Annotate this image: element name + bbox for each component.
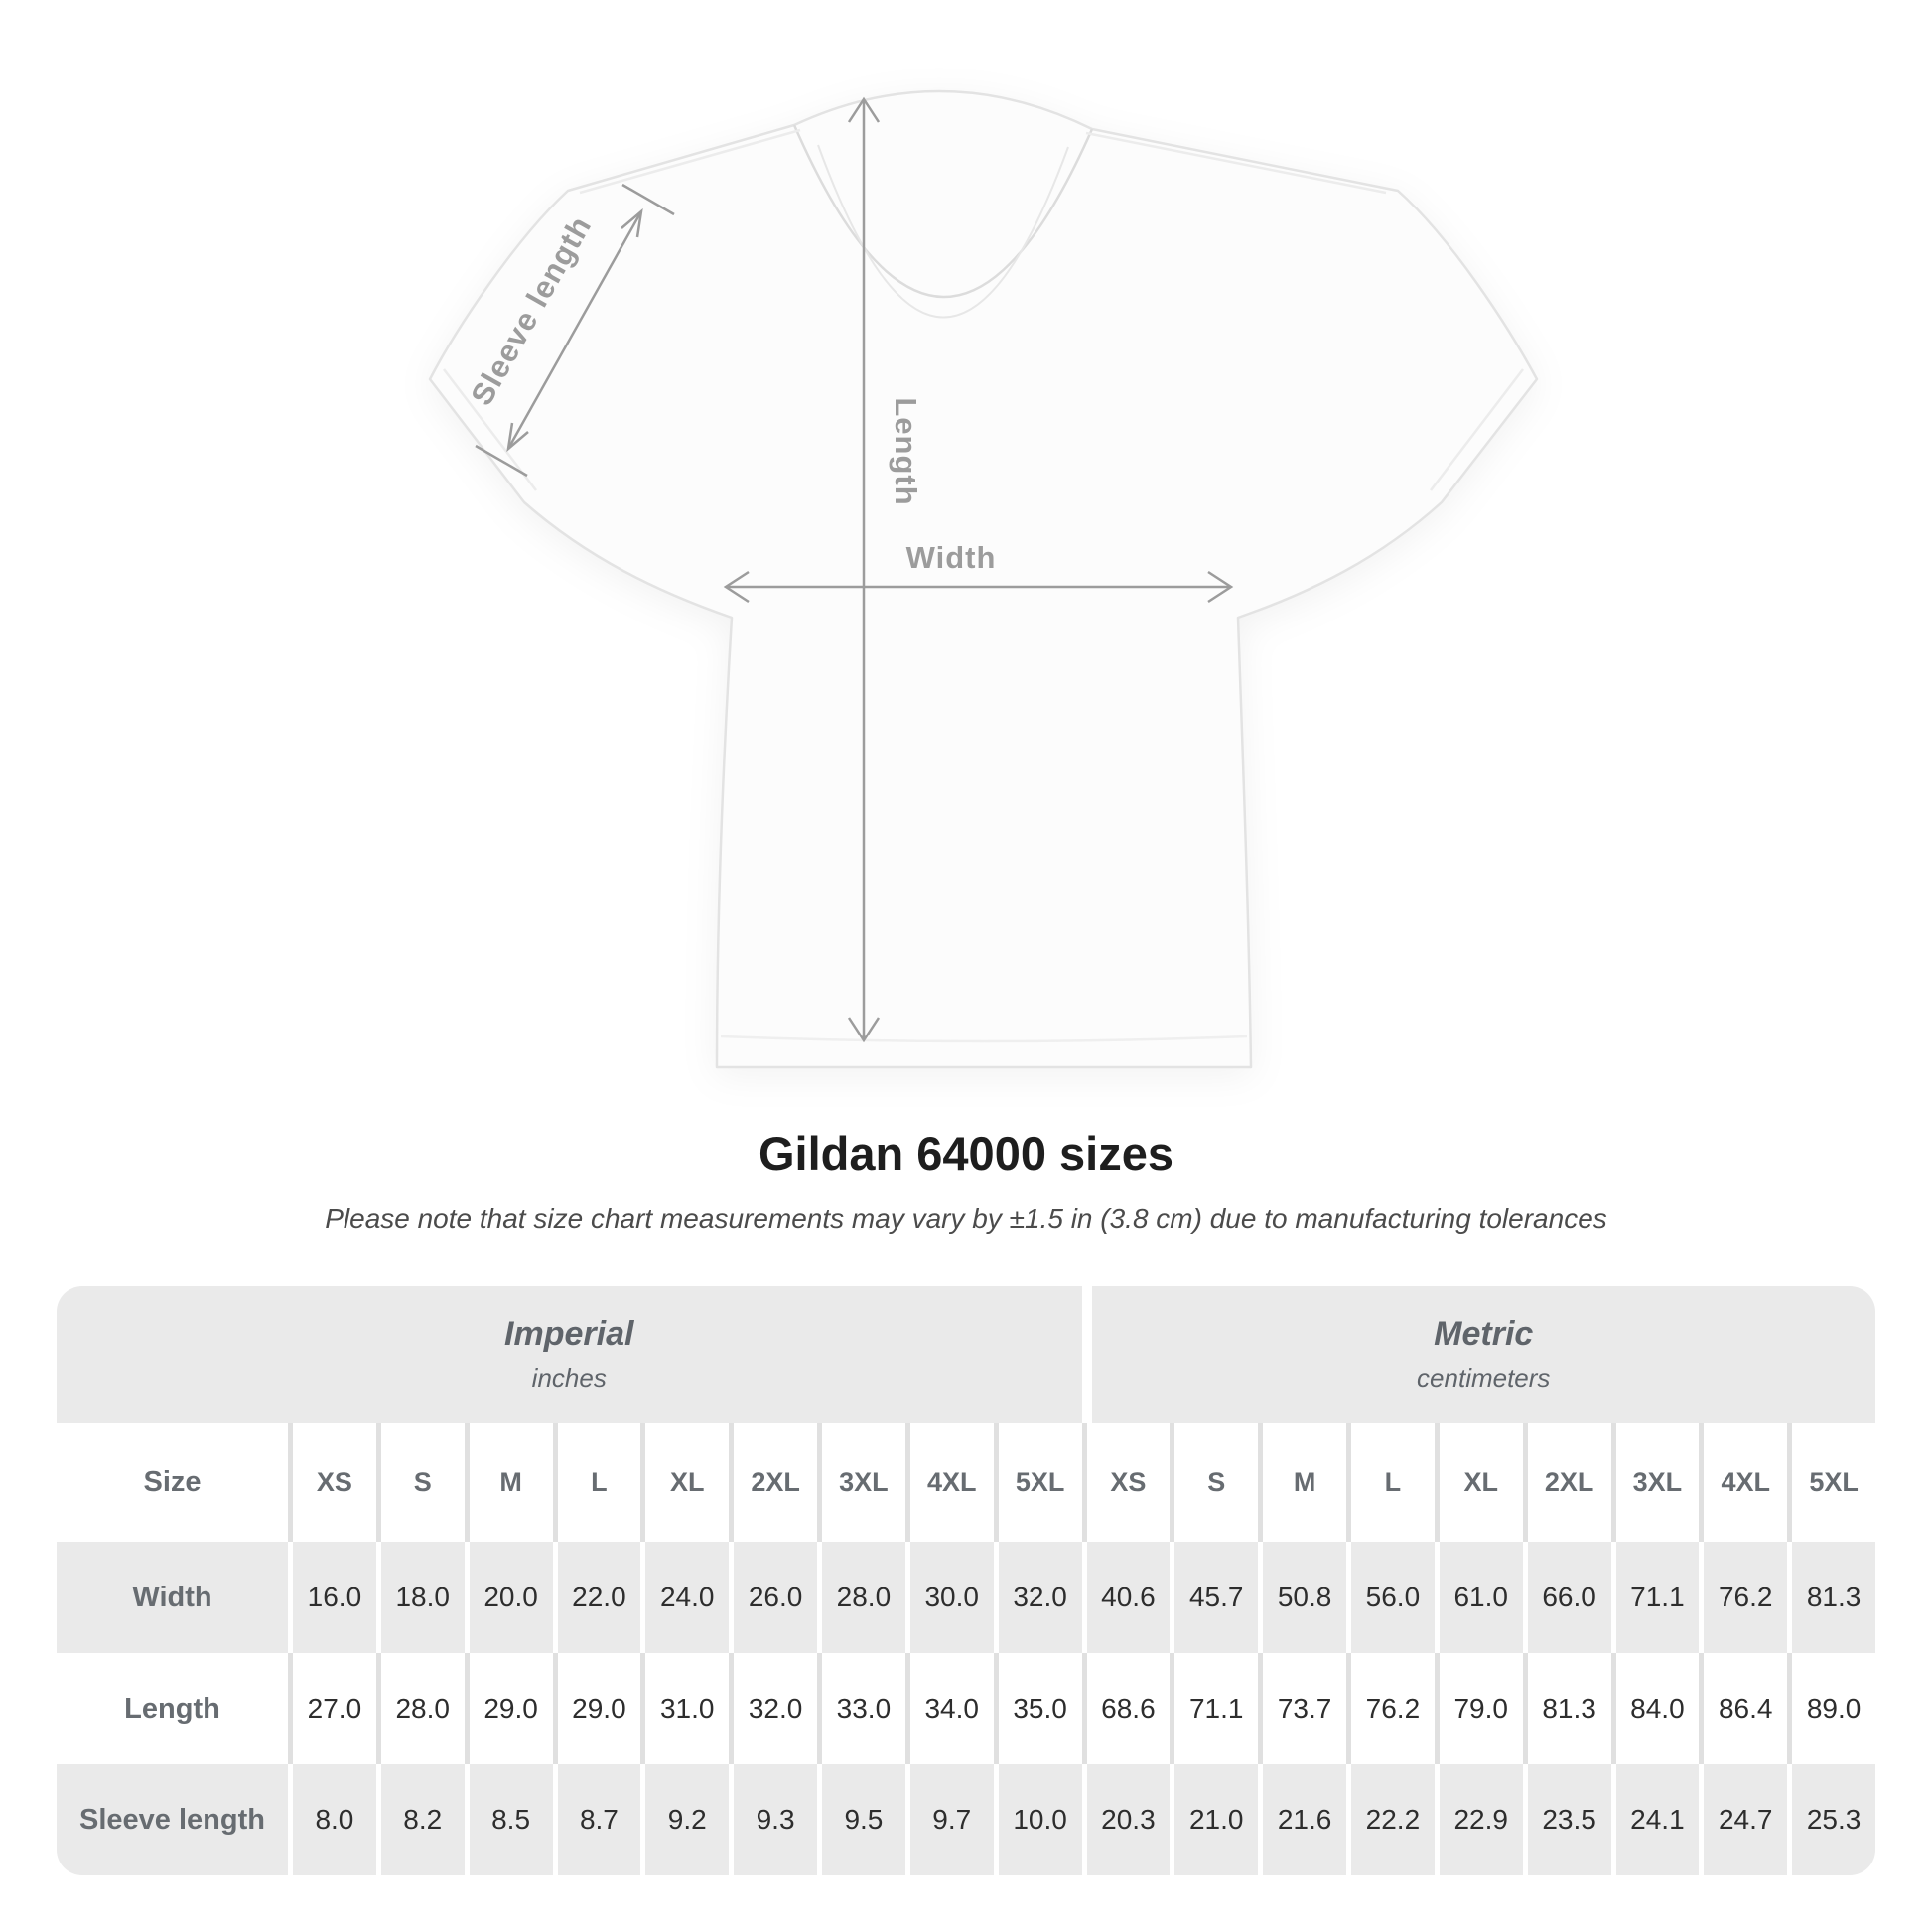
metric-label: Metric [1434,1314,1534,1353]
row-label: Length [57,1653,288,1764]
size-col-header: 5XL [994,1423,1082,1542]
metric-unit: centimeters [1417,1362,1551,1393]
sleeve-length-label: Sleeve length [464,209,599,412]
table-cell: 25.3 [1787,1764,1875,1875]
table-cell: 32.0 [994,1542,1082,1653]
table-cell: 50.8 [1258,1542,1346,1653]
table-cell: 16.0 [288,1542,376,1653]
tshirt-body [430,91,1537,1067]
size-col-header: L [553,1423,641,1542]
size-col-header: 2XL [1523,1423,1611,1542]
table-cell: 22.2 [1346,1764,1435,1875]
table-cell: 89.0 [1787,1653,1875,1764]
table-cell: 32.0 [729,1653,817,1764]
table-cell: 24.1 [1611,1764,1700,1875]
table-cell: 27.0 [288,1653,376,1764]
table-cell: 22.0 [553,1542,641,1653]
table-cell: 24.7 [1699,1764,1787,1875]
table-cell: 73.7 [1258,1653,1346,1764]
size-col-header: S [376,1423,465,1542]
table-cell: 79.0 [1435,1653,1523,1764]
size-col-header: 5XL [1787,1423,1875,1542]
table-cell: 20.3 [1082,1764,1171,1875]
table-cell: 81.3 [1787,1542,1875,1653]
table-cell: 28.0 [817,1542,905,1653]
row-label: Width [57,1542,288,1653]
table-cell: 71.1 [1611,1542,1700,1653]
table-cell: 29.0 [553,1653,641,1764]
table-cell: 22.9 [1435,1764,1523,1875]
metric-header [1082,1286,1876,1423]
table-cell: 9.3 [729,1764,817,1875]
table-cell: 26.0 [729,1542,817,1653]
table-cell: 8.2 [376,1764,465,1875]
table-cell: 40.6 [1082,1542,1171,1653]
table-cell: 30.0 [905,1542,994,1653]
size-col-header: XS [1082,1423,1171,1542]
size-col-header: S [1170,1423,1258,1542]
size-row-header: Size [57,1423,288,1542]
table-cell: 8.0 [288,1764,376,1875]
width-label: Width [905,540,997,575]
table-cell: 21.6 [1258,1764,1346,1875]
table-cell: 66.0 [1523,1542,1611,1653]
size-col-header: M [1258,1423,1346,1542]
length-label: Length [889,397,923,506]
table-cell: 34.0 [905,1653,994,1764]
size-col-header: L [1346,1423,1435,1542]
size-col-header: 4XL [1699,1423,1787,1542]
tolerance-note: Please note that size chart measurements may vary by ±1.5 in (3.8 cm) due to manufacturing tolerances [325,1203,1607,1234]
table-cell: 86.4 [1699,1653,1787,1764]
table-cell: 28.0 [376,1653,465,1764]
table-cell: 45.7 [1170,1542,1258,1653]
table-cell: 71.1 [1170,1653,1258,1764]
row-label: Sleeve length [57,1764,288,1875]
table-cell: 33.0 [817,1653,905,1764]
size-table [57,1286,1875,1875]
table-cell: 8.7 [553,1764,641,1875]
size-col-header: 3XL [1611,1423,1700,1542]
table-cell: 24.0 [640,1542,729,1653]
table-cell: 56.0 [1346,1542,1435,1653]
size-col-header: 4XL [905,1423,994,1542]
size-col-header: 3XL [817,1423,905,1542]
table-cell: 9.5 [817,1764,905,1875]
page-title: Gildan 64000 sizes [758,1127,1174,1179]
table-cell: 29.0 [465,1653,553,1764]
size-col-header: M [465,1423,553,1542]
table-cell: 8.5 [465,1764,553,1875]
size-col-header: XS [288,1423,376,1542]
table-cell: 9.2 [640,1764,729,1875]
size-col-header: 2XL [729,1423,817,1542]
table-cell: 76.2 [1699,1542,1787,1653]
table-cell: 84.0 [1611,1653,1700,1764]
imperial-label: Imperial [504,1314,634,1353]
table-cell: 35.0 [994,1653,1082,1764]
table-cell: 9.7 [905,1764,994,1875]
imperial-header [57,1286,1082,1423]
table-cell: 10.0 [994,1764,1082,1875]
size-col-header: XL [1435,1423,1523,1542]
table-cell: 76.2 [1346,1653,1435,1764]
table-cell: 21.0 [1170,1764,1258,1875]
table-cell: 18.0 [376,1542,465,1653]
table-cell: 31.0 [640,1653,729,1764]
table-cell: 20.0 [465,1542,553,1653]
table-cell: 61.0 [1435,1542,1523,1653]
imperial-unit: inches [531,1362,607,1393]
tshirt-illustration [430,91,1537,1067]
size-col-header: XL [640,1423,729,1542]
table-cell: 23.5 [1523,1764,1611,1875]
table-cell: 68.6 [1082,1653,1171,1764]
table-cell: 81.3 [1523,1653,1611,1764]
